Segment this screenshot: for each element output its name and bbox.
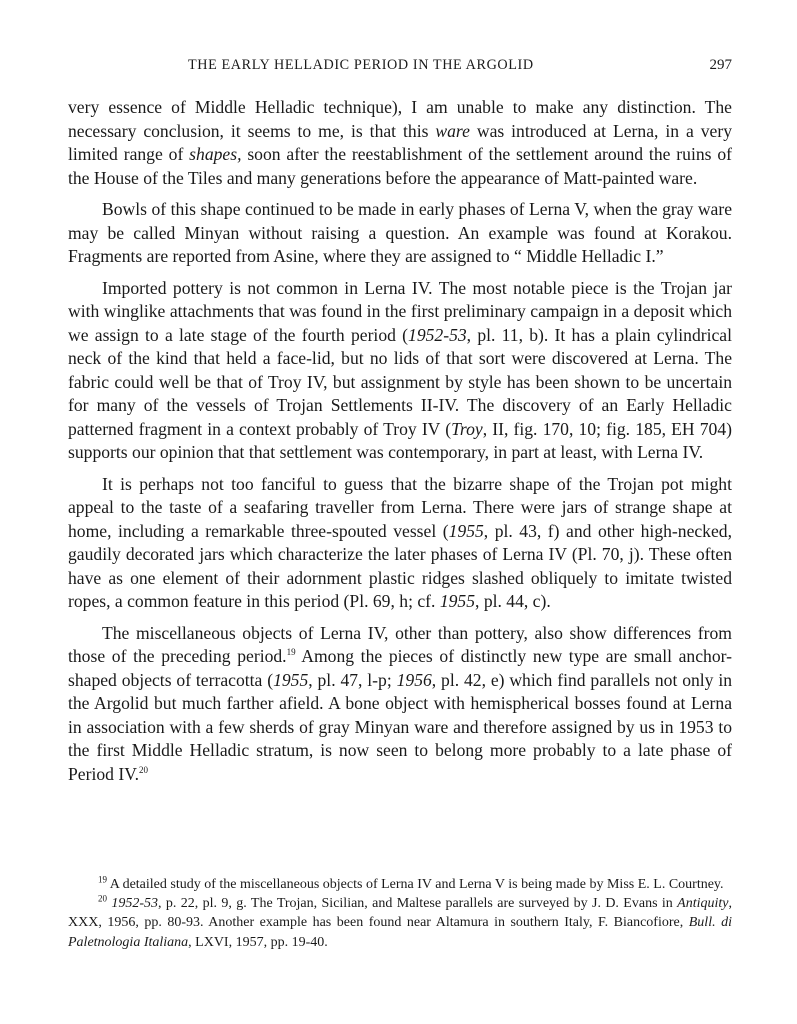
footnotes <box>68 875 732 952</box>
text-run: was introduced at Lerna, in a very limited range of <box>68 120 732 164</box>
italic-text: 1952-53 <box>408 324 467 345</box>
text-run: Among the pieces of distinctly new type are small anchor-shaped objects of terracotta ( <box>68 646 732 690</box>
paragraph <box>68 473 732 614</box>
italic-text: 1956 <box>396 669 432 690</box>
text-run: , II, fig. 170, 10; fig. 185, EH 704) supports our opinion that that settlement was contemporary, in part at least, with Lerna IV. <box>68 418 732 462</box>
footnote <box>68 894 732 952</box>
italic-text: 1955 <box>273 669 309 690</box>
page-number: 297 <box>709 57 732 73</box>
running-title: THE EARLY HELLADIC PERIOD IN THE ARGOLID <box>188 57 534 73</box>
italic-text: Antiquity <box>677 896 729 912</box>
text-run: Bowls of this shape continued to be made in early phases of Lerna V, when the gray ware may be called Minyan without raising a question. An example was found at Korakou. Fragments are reported from Asine, where they are assigned to “ Middle Helladic I.” <box>68 199 732 266</box>
footnote-ref: 20 <box>98 893 107 904</box>
text-run: , XXX, 1956, pp. 80-93. Another example has been found near Altamura in southern Italy, F. Biancofiore, <box>68 896 732 931</box>
text-run: very essence of Middle Helladic technique), I am unable to make any distinction. The necessary conclusion, it seems to me, is that this <box>68 97 732 141</box>
italic-text: shapes, <box>189 144 242 164</box>
footnote-ref: 20 <box>139 764 149 775</box>
italic-text: 1955 <box>448 520 484 541</box>
italic-text: Bull. di Paletnologia Italiana <box>68 915 732 950</box>
text-run: , p. 22, pl. 9, g. The Trojan, Sicilian, and Maltese parallels are surveyed by J. D. Evans in <box>158 896 678 912</box>
italic-text: 1952-53 <box>111 896 159 912</box>
italic-text: 1955 <box>439 591 476 611</box>
text-run: soon after the reestablishment of the settlement around the ruins of the House of the Tiles and many generations before the appearance of Matt-painted ware. <box>68 144 733 188</box>
footnote-ref: 19 <box>98 874 107 885</box>
text-run: , pl. 11, b). It has a plain cylindrical neck of the kind that held a face-lid, but no lids of that sort were discovered at Lerna. The fabric could well be that of Troy IV, but assignment by style has been shown to be uncertain for many of the vessels of Trojan Settlements II-IV. The discovery of an Early Helladic patterned fragment in a context probably of Troy IV ( <box>68 324 732 439</box>
paragraph <box>68 198 732 269</box>
italic-text: Troy <box>451 418 483 439</box>
text-run: , pl. 42, e) which find parallels not only in the Argolid but much farther afield. A bone object with hemispherical bosses found at Lerna in association with a few sherds of gray Minyan ware and therefore assigned by us in 1953 to the first Middle Helladic stratum, is now seen to belong more probably to a late phase of Period IV. <box>68 669 733 784</box>
text-run: , pl. 43, f) and other high-necked, gaudily decorated jars which characterize the later phases of Lerna IV (Pl. 70, j). These often have as one element of their adornment plastic ridges slashed obliquely to imitate twisted ropes, a common feature in this period (Pl. 69, h; cf. <box>68 520 732 611</box>
text-run: A detailed study of the miscellaneous objects of Lerna IV and Lerna V is being made by Miss E. L. Courtney. <box>107 877 724 892</box>
paragraph <box>68 622 732 787</box>
text-run: Imported pottery is not common in Lerna IV. The most notable piece is the Trojan jar with winglike attachments that was found in the first preliminary campaign in a deposit which we assign to a late stage of the fourth period ( <box>68 277 732 345</box>
footnote-ref: 19 <box>286 647 296 658</box>
paragraph <box>68 277 732 465</box>
text-run: The miscellaneous objects of Lerna IV, other than pottery, also show differences from those of the preceding period. <box>68 622 732 666</box>
text-run: , LXVI, 1957, pp. 19-40. <box>188 934 328 950</box>
body-text <box>68 96 732 794</box>
footnote <box>68 875 732 894</box>
italic-text: ware <box>435 120 470 141</box>
paragraph <box>68 96 732 190</box>
text-run: , pl. 44, c). <box>475 591 551 611</box>
text-run: It is perhaps not too fanciful to guess that the bizarre shape of the Trojan pot might appeal to the taste of a seafaring traveller from Lerna. There were jars of strange shape at home, including a remarkable three-spouted vessel ( <box>68 473 732 541</box>
page-header <box>68 57 732 81</box>
text-run: , pl. 47, l-p; <box>308 669 397 690</box>
